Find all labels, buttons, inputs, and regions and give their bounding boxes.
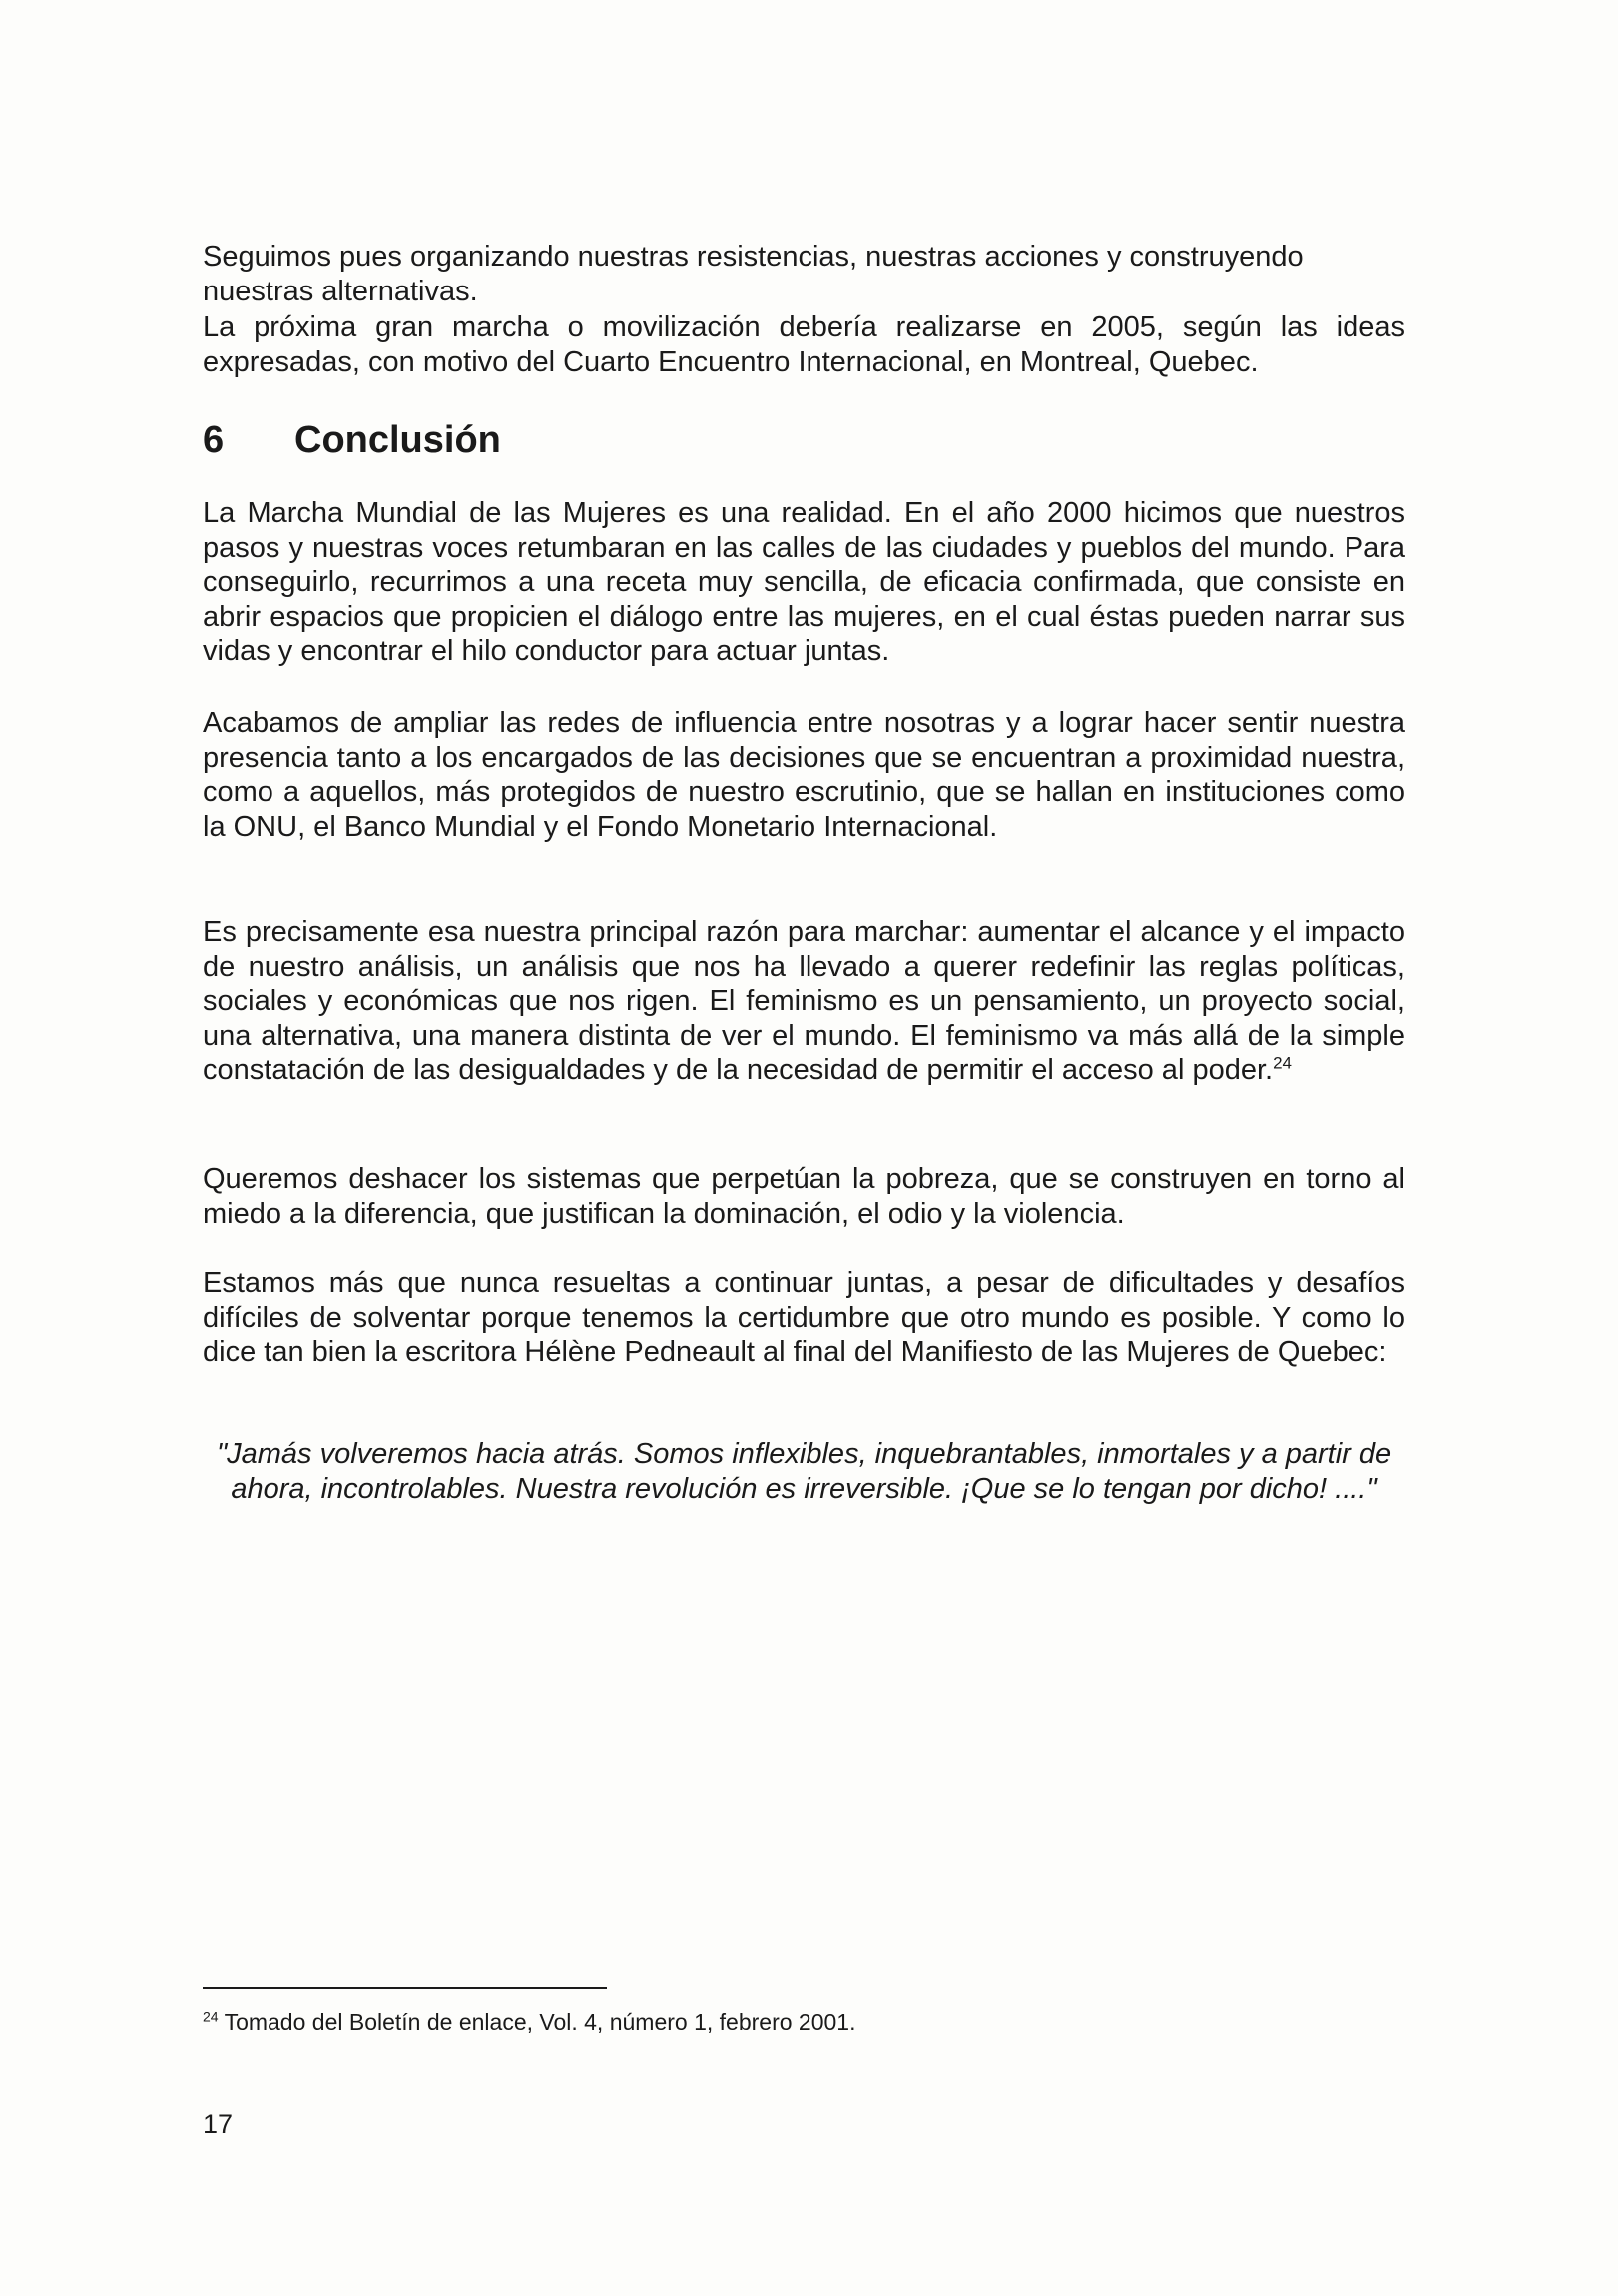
footnote-number: 24: [203, 2009, 219, 2025]
footnote-reference: 24: [1273, 1053, 1292, 1073]
paragraph-resistencias: Seguimos pues organizando nuestras resistencias, nuestras acciones y construyendo nuestras alternativas.: [203, 241, 1304, 307]
paragraph-marcha-realidad: La Marcha Mundial de las Mujeres es una realidad. En el año 2000 hicimos que nuestros pasos y nuestras voces retumbaran en las calles de las ciudades y pueblos del mundo. Para conseguirlo, recurrimos a una receta muy sencilla, de eficacia confirmada, que consiste en abrir espacios que propicien el diálogo entre las mujeres, en el cual éstas pueden narrar sus vidas y encontrar el hilo conductor para actuar juntas.: [203, 497, 1405, 667]
footnote: [203, 2009, 855, 2036]
manifesto-quote: "Jamás volveremos hacia atrás. Somos inflexibles, inquebrantables, inmortales y a partir de ahora, incontrolables. Nuestra revolución es irreversible. ¡Que se lo tengan por dicho! ....": [216, 1438, 1392, 1505]
paragraph-deshacer-sistemas: Queremos deshacer los sistemas que perpetúan la pobreza, que se construyen en torno al miedo a la diferencia, que justifican la dominación, el odio y la violencia.: [203, 1163, 1405, 1230]
footnote-text: Tomado del Boletín de enlace, Vol. 4, número 1, febrero 2001.: [224, 2009, 856, 2035]
footnote-divider: [203, 1987, 607, 1989]
paragraph-razon-marchar: [203, 915, 1405, 1088]
paragraph-resueltas: Estamos más que nunca resueltas a continuar juntas, a pesar de dificultades y desafíos difíciles de solventar porque tenemos la certidumbre que otro mundo es posible. Y como lo dice tan bien la escritora Hélène Pedneault al final del Manifiesto de las Mujeres de Quebec:: [203, 1267, 1405, 1368]
section-heading: [203, 417, 501, 463]
paragraph-redes-influencia: Acabamos de ampliar las redes de influencia entre nosotras y a lograr hacer sentir nuestra presencia tanto a los encargados de las decisiones que se encuentran a proximidad nuestra, como a aquellos, más protegidos de nuestro escrutinio, que se hallan en instituciones como la ONU, el Banco Mundial y el Fondo Monetario Internacional.: [203, 707, 1405, 843]
section-title: Conclusión: [294, 419, 501, 461]
page-number: 17: [203, 2109, 234, 2139]
paragraph-proxima-marcha: La próxima gran marcha o movilización debería realizarse en 2005, según las ideas expresadas, con motivo del Cuarto Encuentro Internacional, en Montreal, Quebec.: [203, 311, 1405, 378]
paragraph-razon-marchar-text: Es precisamente esa nuestra principal razón para marchar: aumentar el alcance y el impacto de nuestro análisis, un análisis que nos ha llevado a querer redefinir las reglas políticas, sociales y económicas que nos rigen. El feminismo es un pensamiento, un proyecto social, una alternativa, una manera distinta de ver el mundo. El feminismo va más allá de la simple constatación de las desigualdades y de la necesidad de permitir el acceso al poder.: [203, 916, 1405, 1086]
section-number: 6: [203, 419, 225, 461]
